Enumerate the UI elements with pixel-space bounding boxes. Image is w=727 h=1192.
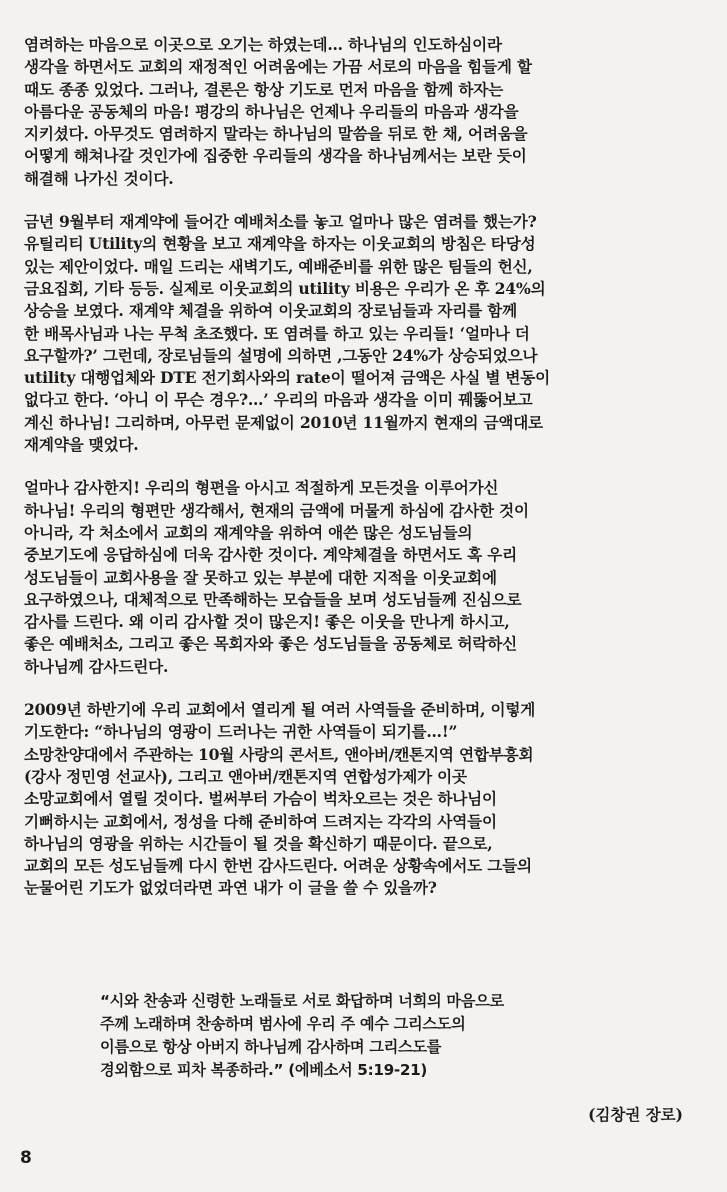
text-line: 요구하였으나, 대체적으로 만족해하는 모습들을 보며 성도님들께 진심으로 <box>24 589 522 609</box>
text-line: 금요집회, 기타 등등. 실제로 이웃교회의 utility 비용은 우리가 온 후 24%의 <box>24 278 546 298</box>
text-line: 하나님의 영광을 위하는 시간들이 될 것을 확신하기 때문이다. 끝으로, <box>24 833 493 853</box>
text-line: 때도 종종 있었다. 그러나, 결론은 항상 기도로 먼저 마음을 함께 하자는 <box>24 79 503 99</box>
quote-line: “시와 찬송과 신령한 노래들로 서로 화답하며 너희의 마음으로 <box>100 992 504 1010</box>
paragraph-3 <box>24 477 696 678</box>
text-line: 생각을 하면서도 교회의 재정적인 어려움에는 가끔 서로의 마음을 힘들게 할 <box>24 57 532 77</box>
quote-line: 주께 노래하며 찬송하며 범사에 우리 주 예수 그리스도의 <box>100 1015 466 1033</box>
author-signature: (김창권 장로) <box>588 1105 683 1124</box>
text-line: 해결해 나가신 것이다. <box>24 168 174 188</box>
text-line: 어떻게 해쳐나갈 것인가에 집중한 우리들의 생각을 하나님께서는 보란 듯이 <box>24 146 527 166</box>
text-line: 감사를 드린다. 왜 이리 감사할 것이 많은지! 좋은 이웃을 만나게 하시고, <box>24 612 510 632</box>
text-line: 유틸리티 Utility의 현황을 보고 재계약을 하자는 이웃교회의 방침은 타당성 <box>24 234 536 254</box>
text-line: 2009년 하반기에 우리 교회에서 열리게 될 여러 사역들을 준비하며, 이렇게 <box>24 700 536 720</box>
text-line: 금년 9월부터 재계약에 들어간 예배처소를 놓고 얼마나 많은 염려를 했는가? <box>24 212 537 232</box>
text-line: 중보기도에 응답하심에 더욱 감사한 것이다. 계약체결을 하면서도 혹 우리 <box>24 545 517 565</box>
quote-line: 경외함으로 피차 복종하라.” (에베소서 5:19-21) <box>100 1061 428 1079</box>
text-line: 지키셨다. 아무것도 염려하지 말라는 하나님의 말씀을 뒤로 한 채, 어려움을 <box>24 124 528 144</box>
text-line: 상승을 보였다. 재계약 체결을 위하여 이웃교회의 장로님들과 자리를 함께 <box>24 301 517 321</box>
text-line: 얼마나 감사한지! 우리의 형편을 아시고 적절하게 모든것을 이루어가신 <box>24 478 499 498</box>
text-line: 하나님께 감사드린다. <box>24 656 169 676</box>
text-line: 염려하는 마음으로 이곳으로 오기는 하였는데… 하나님의 인도하심이라 <box>24 35 502 54</box>
text-line: 없다고 한다. ‘아니 이 무슨 경우?…’ 우리의 마음과 생각을 이미 꿰뚫어보고 <box>24 390 533 410</box>
paragraph-4 <box>24 699 696 900</box>
text-line: 좋은 예배처소, 그리고 좋은 목회자와 좋은 성도님들을 공동체로 허락하신 <box>24 634 517 654</box>
text-line: 있는 제안이었다. 매일 드리는 새벽기도, 예배준비를 위한 많은 팀들의 헌신, <box>24 256 533 276</box>
paragraph-2 <box>24 211 696 456</box>
text-line: 요구할까?’ 그런데, 장로님들의 설명에 의하면 ,그동안 24%가 상승되었으나 <box>24 345 538 365</box>
text-line: 교회의 모든 성도님들께 다시 한번 감사드린다. 어려운 상황속에서도 그들의 <box>24 856 532 876</box>
text-line: 한 배목사님과 나는 무척 초조했다. 또 염려를 하고 있는 우리들! ‘얼마나 더 <box>24 323 530 343</box>
text-line: utility 대행업체와 DTE 전기회사와의 rate이 떨어져 금액은 사실 별 변동이 <box>24 368 551 388</box>
text-line: 기도한다: “하나님의 영광이 드러나는 귀한 사역들이 되기를…!” <box>24 722 458 742</box>
text-line: 소망교회에서 열릴 것이다. 벌써부터 가슴이 벅차오르는 것은 하나님이 <box>24 789 497 809</box>
body-text <box>24 34 696 921</box>
page-number: 8 <box>20 1148 32 1168</box>
text-line: 계신 하나님! 그리하며, 아무런 문제없이 2010년 11월까지 현재의 금액대로 <box>24 412 543 432</box>
quote-line: 이름으로 항상 아버지 하나님께 감사하며 그리스도를 <box>100 1038 442 1056</box>
text-line: 아름다운 공동체의 마음! 평강의 하나님은 언제나 우리들의 마음과 생각을 <box>24 101 519 121</box>
text-line: 눈물어린 기도가 없었더라면 과연 내가 이 글을 쓸 수 있을까? <box>24 878 437 898</box>
text-line: 재계약을 맺었다. <box>24 435 139 455</box>
text-line: 성도님들이 교회사용을 잘 못하고 있는 부분에 대한 지적을 이웃교회에 <box>24 567 497 587</box>
text-line: 하나님! 우리의 형편만 생각해서, 현재의 금액에 머물게 하심에 감사한 것이 <box>24 500 529 520</box>
text-line: 소망찬양대에서 주관하는 10월 사랑의 콘서트, 앤아버/캔톤지역 연합부흥회 <box>24 744 534 764</box>
text-line: 아니라, 각 처소에서 교회의 재계약을 위하여 애쓴 많은 성도님들의 <box>24 522 473 542</box>
paragraph-1 <box>24 34 696 190</box>
text-line: 기뻐하시는 교회에서, 정성을 다해 준비하여 드려지는 각각의 사역들이 <box>24 811 497 831</box>
text-line: (강사 정민영 선교사), 그리고 앤아버/캔톤지역 연합성가제가 이곳 <box>24 766 467 786</box>
scripture-quote <box>100 990 660 1082</box>
